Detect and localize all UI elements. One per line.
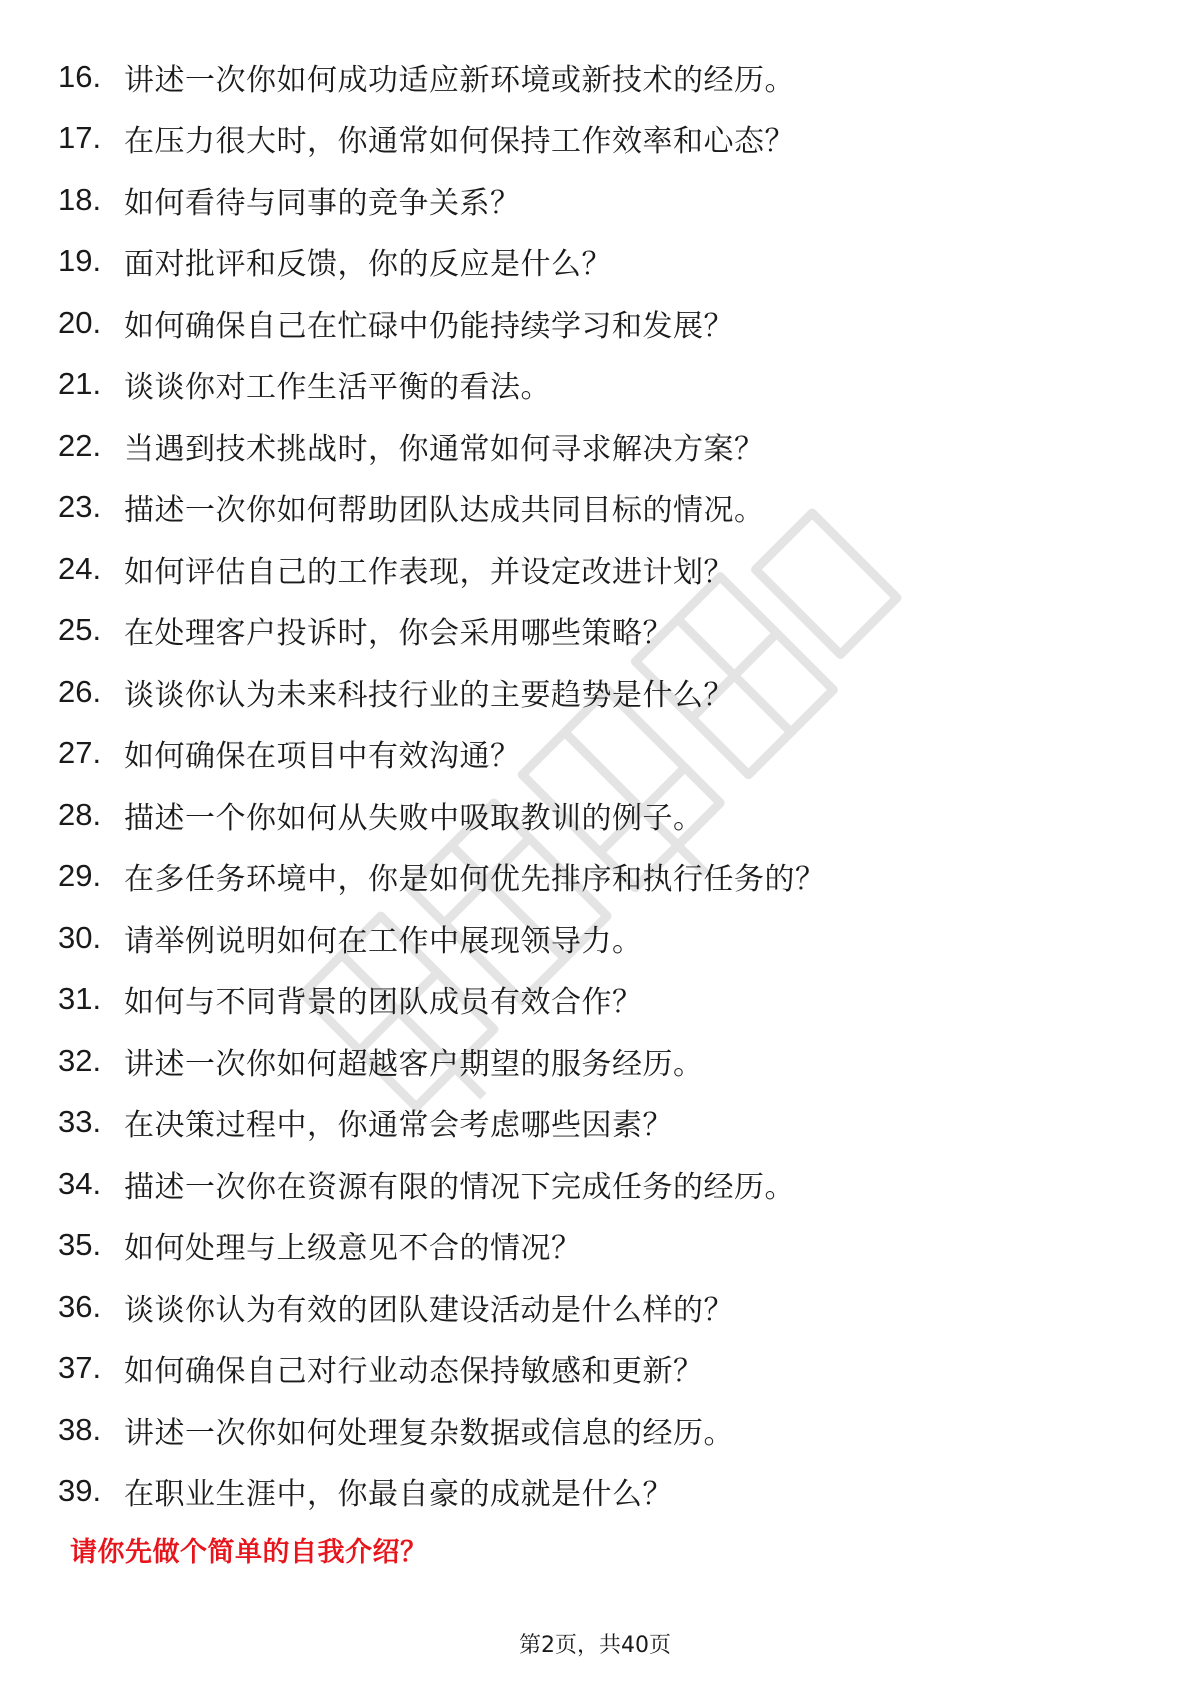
question-item (58, 1030, 1138, 1092)
question-number: 29. (58, 858, 102, 894)
question-number: 19. (58, 243, 102, 279)
question-number: 33. (58, 1104, 102, 1140)
question-item (58, 1338, 1138, 1400)
question-item (58, 1153, 1138, 1215)
question-text: 如何看待与同事的竞争关系？ (124, 185, 521, 221)
question-number: 38. (58, 1411, 102, 1447)
question-item (58, 108, 1138, 170)
question-number: 21. (58, 366, 102, 402)
question-item (58, 169, 1138, 231)
question-text: 描述一次你在资源有限的情况下完成任务的经历。 (124, 1169, 795, 1205)
question-number: 16. (58, 58, 102, 94)
question-number: 17. (58, 120, 102, 156)
question-item (58, 600, 1138, 662)
question-text: 在决策过程中，你通常会考虑哪些因素？ (124, 1108, 673, 1144)
question-text: 在处理客户投诉时，你会采用哪些策略？ (124, 616, 673, 652)
question-text: 当遇到技术挑战时，你通常如何寻求解决方案？ (124, 431, 765, 467)
question-text: 描述一个你如何从失败中吸取教训的例子。 (124, 800, 704, 836)
question-number: 24. (58, 550, 102, 586)
question-text: 面对批评和反馈，你的反应是什么？ (124, 247, 612, 283)
question-text: 如何与不同背景的团队成员有效合作？ (124, 985, 643, 1021)
question-item (58, 1399, 1138, 1461)
question-number: 28. (58, 796, 102, 832)
question-text: 如何处理与上级意见不合的情况？ (124, 1231, 582, 1267)
question-item (58, 46, 1138, 108)
page-number: 第2页，共40页 (519, 1633, 671, 1658)
question-item (58, 784, 1138, 846)
question-text: 请举例说明如何在工作中展现领导力。 (124, 923, 643, 959)
question-text: 在压力很大时，你通常如何保持工作效率和心态？ (124, 124, 795, 160)
question-text: 如何确保自己在忙碌中仍能持续学习和发展？ (124, 308, 734, 344)
question-item (58, 538, 1138, 600)
question-item (58, 846, 1138, 908)
question-item (58, 415, 1138, 477)
question-item (58, 231, 1138, 293)
question-item (58, 1276, 1138, 1338)
question-number: 39. (58, 1473, 102, 1509)
question-number: 20. (58, 304, 102, 340)
question-number: 26. (58, 673, 102, 709)
question-number: 32. (58, 1042, 102, 1078)
question-item (58, 907, 1138, 969)
question-item (58, 292, 1138, 354)
question-text: 讲述一次你如何超越客户期望的服务经历。 (124, 1046, 704, 1082)
question-text: 在多任务环境中，你是如何优先排序和执行任务的？ (124, 862, 826, 898)
question-number: 27. (58, 735, 102, 771)
question-text: 如何确保自己对行业动态保持敏感和更新？ (124, 1354, 704, 1390)
question-text: 在职业生涯中，你最自豪的成就是什么？ (124, 1477, 673, 1513)
question-item (58, 661, 1138, 723)
question-text: 如何确保在项目中有效沟通？ (124, 739, 521, 775)
question-number: 34. (58, 1165, 102, 1201)
question-text: 讲述一次你如何处理复杂数据或信息的经历。 (124, 1415, 734, 1451)
question-number: 23. (58, 489, 102, 525)
question-list (58, 46, 1138, 1522)
question-number: 35. (58, 1227, 102, 1263)
question-number: 37. (58, 1350, 102, 1386)
question-number: 30. (58, 919, 102, 955)
question-item (58, 1215, 1138, 1277)
question-text: 谈谈你对工作生活平衡的看法。 (124, 370, 551, 406)
question-text: 谈谈你认为有效的团队建设活动是什么样的？ (124, 1292, 734, 1328)
question-item (58, 354, 1138, 416)
question-item (58, 477, 1138, 539)
question-item (58, 969, 1138, 1031)
question-text: 讲述一次你如何成功适应新环境或新技术的经历。 (124, 62, 795, 98)
question-text: 如何评估自己的工作表现，并设定改进计划？ (124, 554, 734, 590)
question-text: 描述一次你如何帮助团队达成共同目标的情况。 (124, 493, 765, 529)
section-heading: 请你先做个简单的自我介绍？ (70, 1537, 428, 1568)
question-number: 36. (58, 1288, 102, 1324)
question-number: 31. (58, 981, 102, 1017)
question-number: 22. (58, 427, 102, 463)
question-item (58, 1092, 1138, 1154)
question-number: 25. (58, 612, 102, 648)
question-number: 18. (58, 181, 102, 217)
question-item (58, 1461, 1138, 1523)
question-text: 谈谈你认为未来科技行业的主要趋势是什么？ (124, 677, 734, 713)
question-item (58, 723, 1138, 785)
